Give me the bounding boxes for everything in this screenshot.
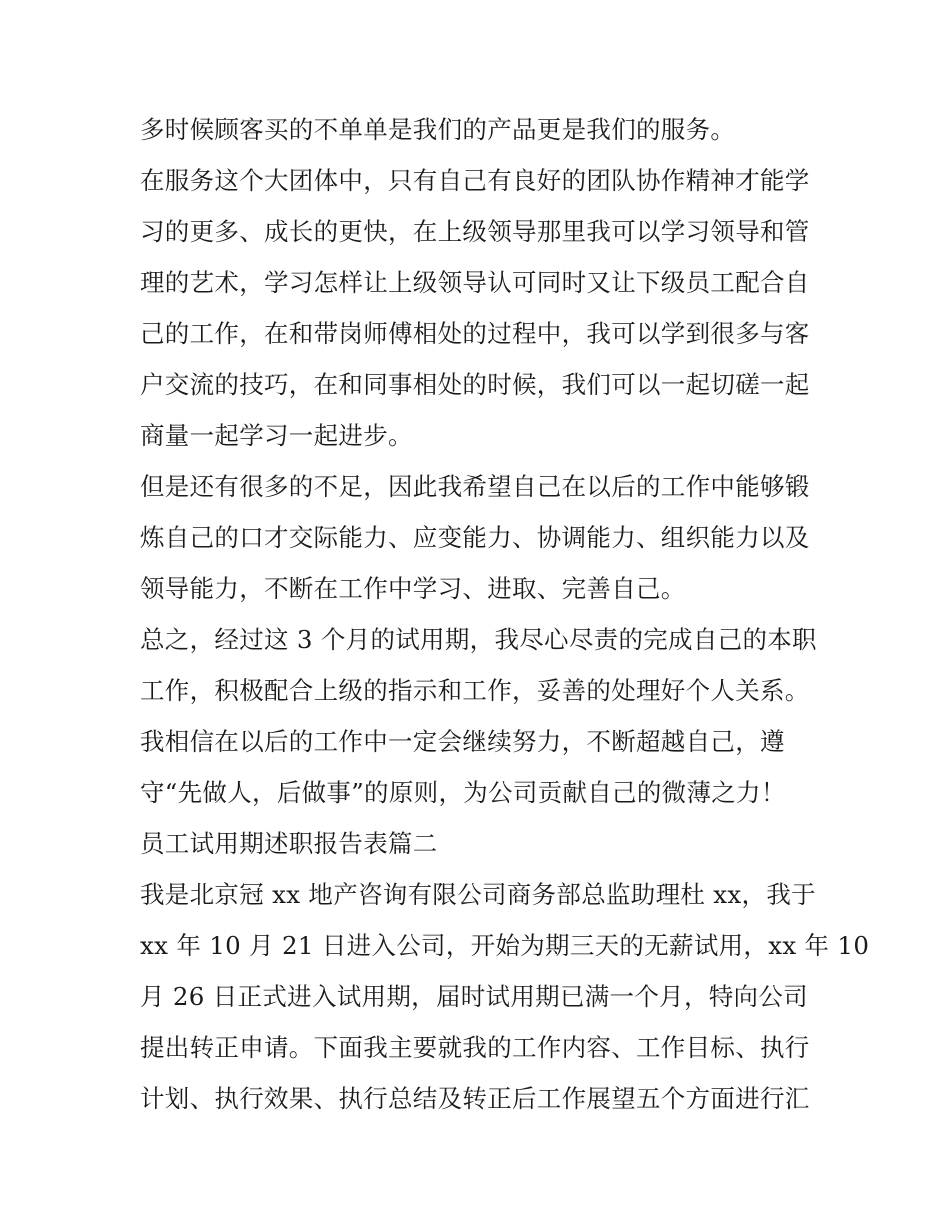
text-line: 商量一起学习一起进步。	[140, 421, 413, 450]
text-line: 月 26 日正式进入试用期，届时试用期已满一个月，特向公司	[140, 982, 808, 1011]
text-line: xx 年 10 月 21 日进入公司，开始为期三天的无薪试用，xx 年 10	[140, 931, 870, 960]
text-line: 我相信在以后的工作中一定会继续努力，不断超越自己，遵	[140, 727, 785, 756]
text-line: 守“先做人，后做事”的原则，为公司贡献自己的微薄之力！	[140, 778, 786, 807]
text-line: 在服务这个大团体中，只有自己有良好的团队协作精神才能学	[140, 166, 810, 195]
text-line: 总之，经过这 3 个月的试用期，我尽心尽责的完成自己的本职	[140, 625, 817, 654]
text-line: 炼自己的口才交际能力、应变能力、协调能力、组织能力以及	[140, 523, 810, 552]
text-line: 提出转正申请。下面我主要就我的工作内容、工作目标、执行	[140, 1033, 810, 1062]
text-line: 户交流的技巧，在和同事相处的时候，我们可以一起切磋一起	[140, 370, 810, 399]
text-line: 工作，积极配合上级的指示和工作，妥善的处理好个人关系。	[140, 676, 810, 705]
text-line: 己的工作，在和带岗师傅相处的过程中，我可以学到很多与客	[140, 319, 810, 348]
document-body	[140, 108, 870, 1128]
text-line: 领导能力，不断在工作中学习、进取、完善自己。	[140, 574, 686, 603]
text-line: 计划、执行效果、执行总结及转正后工作展望五个方面进行汇	[140, 1084, 810, 1113]
text-line: 多时候顾客买的不单单是我们的产品更是我们的服务。	[140, 115, 736, 144]
text-line: 但是还有很多的不足，因此我希望自己在以后的工作中能够锻	[140, 472, 810, 501]
text-line: 我是北京冠 xx 地产咨询有限公司商务部总监助理杜 xx，我于	[140, 880, 816, 909]
text-line: 习的更多、成长的更快，在上级领导那里我可以学习领导和管	[140, 217, 810, 246]
section-heading: 员工试用期述职报告表篇二	[140, 829, 438, 858]
text-line: 理的艺术，学习怎样让上级领导认可同时又让下级员工配合自	[140, 268, 810, 297]
